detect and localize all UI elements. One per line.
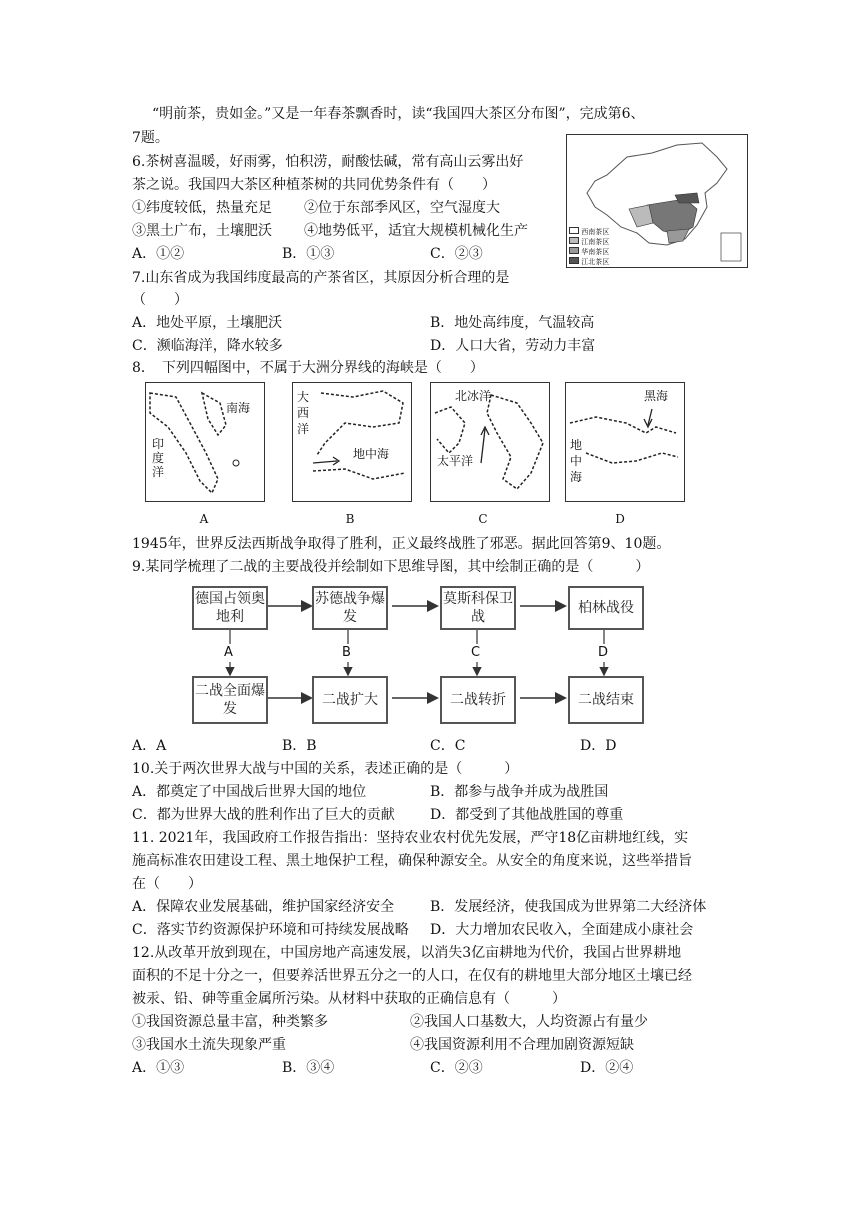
q12-stmt-2: ②我国人口基数大，人均资源占有量少 <box>410 1014 648 1030</box>
q12-stem-line2: 面积的不足十分之一，但要养活世界五分之一的人口，在仅有的耕地里大部分地区土壤已经 <box>132 968 692 984</box>
q11-stem-line3: 在（ ） <box>132 876 202 892</box>
q10-option-d: D．都受到了其他战胜国的尊重 <box>430 807 624 823</box>
q6-stem-line1: 6.茶树喜温暖，好雨雾，怕积涝，耐酸怯碱，常有高山云雾出好 <box>132 154 524 170</box>
q11-stem-line1: 11. 2021年，我国政府工作报告指出：坚持农业农村优先发展，严守18亿亩耕地红线，实 <box>132 830 689 846</box>
mind-map-bottom-box-2: 二战扩大 <box>312 676 388 724</box>
q12-stmt-3: ③我国水土流失现象严重 <box>132 1037 286 1053</box>
q9-option-d: D．D <box>580 738 617 754</box>
legend-item: 西南茶区 <box>569 227 609 237</box>
q12-option-d: D．②④ <box>580 1060 634 1076</box>
q10-option-b: B．都参与战争并成为战胜国 <box>430 784 609 800</box>
q12-option-c: C．②③ <box>430 1060 483 1076</box>
q6-stmt-3: ③黑土广布，土壤肥沃 <box>132 223 272 239</box>
q6-option-b: B．①③ <box>282 246 335 262</box>
q10-option-a: A．都奠定了中国战后世界大国的地位 <box>132 784 367 800</box>
strait-map-a <box>145 382 265 502</box>
mind-map-arrow-label-b: B <box>342 645 351 660</box>
q8-stem: 8． 下列四幅图中，不属于大洲分界线的海峡是（ ） <box>132 360 484 376</box>
strait-map-c <box>430 382 550 502</box>
q9-option-a: A．A <box>132 738 167 754</box>
q9-option-c: C．C <box>430 738 466 754</box>
map-a-label-1: 南海 <box>226 401 251 415</box>
map-d-caption: D <box>615 512 625 526</box>
tea-map-legend <box>569 227 609 267</box>
q6-option-a: A．①② <box>132 246 185 262</box>
q6-stmt-1: ①纬度较低，热量充足 <box>132 200 272 216</box>
ww2-mind-map <box>190 584 650 726</box>
map-a-caption: A <box>199 512 209 526</box>
mind-map-top-box-4: 柏林战役 <box>568 586 644 630</box>
mind-map-bottom-box-4: 二战结束 <box>568 676 644 724</box>
q11-option-c: C．落实节约资源保护环境和可持续发展战略 <box>132 922 409 938</box>
intro-ww2: 1945年，世界反法西斯战争取得了胜利，正义最终战胜了邪恶。据此回答第9、10题。 <box>132 536 671 552</box>
intro-tea-line2: 7题。 <box>132 130 169 146</box>
tea-zone-map <box>566 134 748 268</box>
mind-map-top-box-1: 德国占领奥地利 <box>192 586 268 630</box>
q12-stmt-4: ④我国资源利用不合理加剧资源短缺 <box>410 1037 634 1053</box>
map-a-label-2: 印度洋 <box>152 437 165 479</box>
mind-map-arrow-label-c: C <box>471 645 481 660</box>
q7-option-a: A．地处平原，土壤肥沃 <box>132 315 283 331</box>
q7-stem-line2: （ ） <box>132 292 188 308</box>
mind-map-bottom-box-1: 二战全面爆发 <box>192 676 268 724</box>
q6-stmt-4: ④地势低平，适宜大规模机械化生产 <box>304 223 528 239</box>
mind-map-top-box-3: 莫斯科保卫战 <box>440 586 516 630</box>
q6-stmt-2: ②位于东部季风区，空气湿度大 <box>304 200 500 216</box>
mind-map-arrow-label-a: A <box>224 645 233 660</box>
intro-tea-line1: “明前茶，贵如金。”又是一年春茶飘香时，读“我国四大茶区分布图”，完成第6、 <box>152 106 645 122</box>
map-b-label-2: 地中海 <box>353 447 390 461</box>
legend-item: 江北茶区 <box>569 257 609 267</box>
q12-stem-line1: 12.从改革开放到现在，中国房地产高速发展，以消失3亿亩耕地为代价，我国占世界耕地 <box>132 945 682 961</box>
q11-option-b: B．发展经济，使我国成为世界第二大经济体 <box>430 899 707 915</box>
q6-option-c: C．②③ <box>430 246 483 262</box>
q7-option-b: B．地处高纬度，气温较高 <box>430 315 595 331</box>
q11-option-d: D．大力增加农民收入，全面建成小康社会 <box>430 922 694 938</box>
mind-map-top-box-2: 苏德战争爆发 <box>312 586 388 630</box>
map-b-caption: B <box>345 512 355 526</box>
q9-stem: 9.某同学梳理了二战的主要战役并绘制如下思维导图，其中绘制正确的是（ ） <box>132 559 650 575</box>
map-d-label-2: 地中海 <box>570 438 583 484</box>
strait-map-b <box>292 382 412 502</box>
q12-stem-line3: 被汞、铅、砷等重金属所污染。从材料中获取的正确信息有（ ） <box>132 991 566 1007</box>
q7-option-d: D．人口大省，劳动力丰富 <box>430 338 596 354</box>
map-b-label-1: 大西洋 <box>297 390 310 436</box>
legend-item: 江南茶区 <box>569 237 609 247</box>
q11-stem-line2: 施高标准农田建设工程、黑土地保护工程，确保种源安全。从安全的角度来说，这些举措旨 <box>132 853 692 869</box>
q7-option-c: C．濒临海洋，降水较多 <box>132 338 283 354</box>
mind-map-arrow-label-d: D <box>598 645 609 660</box>
q12-option-b: B．③④ <box>282 1060 335 1076</box>
q12-stmt-1: ①我国资源总量丰富，种类繁多 <box>132 1014 328 1030</box>
legend-item: 华南茶区 <box>569 247 609 257</box>
map-d-label-1: 黑海 <box>644 389 669 403</box>
map-c-caption: C <box>478 512 488 526</box>
q11-option-a: A．保障农业发展基础，维护国家经济安全 <box>132 899 395 915</box>
q10-option-c: C．都为世界大战的胜利作出了巨大的贡献 <box>132 807 395 823</box>
map-c-label-2: 太平洋 <box>437 454 474 468</box>
strait-map-d <box>565 382 685 502</box>
q10-stem: 10.关于两次世界大战与中国的关系，表述正确的是（ ） <box>132 761 519 777</box>
q9-option-b: B．B <box>282 738 317 754</box>
q6-stem-line2: 茶之说。我国四大茶区种植茶树的共同优势条件有（ ） <box>132 177 496 193</box>
map-c-label-1: 北冰洋 <box>455 389 492 403</box>
mind-map-bottom-box-3: 二战转折 <box>440 676 516 724</box>
q12-option-a: A．①③ <box>132 1060 185 1076</box>
q7-stem-line1: 7.山东省成为我国纬度最高的产茶省区，其原因分析合理的是 <box>132 270 510 286</box>
